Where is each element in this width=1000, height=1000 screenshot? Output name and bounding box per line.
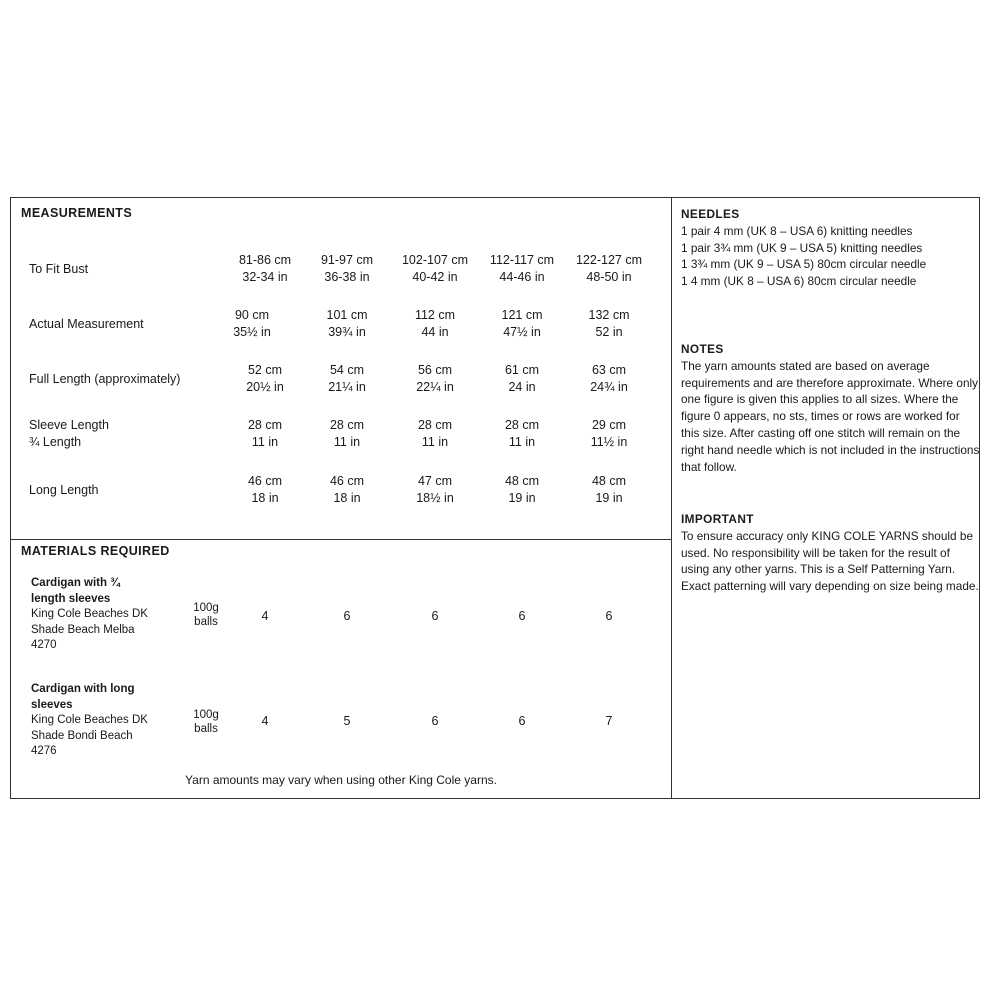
- ball-count: 6: [431, 714, 439, 728]
- materials-heading: MATERIALS REQUIRED: [21, 544, 170, 558]
- ball-count: 6: [518, 714, 526, 728]
- section-divider: [11, 539, 671, 540]
- size-value: 132 cm 52 in: [588, 308, 630, 339]
- unit-label: 100g balls: [193, 709, 219, 735]
- needle-item: 1 pair 3¾ mm (UK 9 – USA 5) knitting needles: [681, 240, 923, 255]
- ball-count: 4: [261, 714, 269, 728]
- column-divider: [671, 198, 672, 798]
- ball-count: 4: [261, 609, 269, 623]
- size-value: 81-86 cm 32-34 in: [238, 253, 292, 284]
- important-section: [681, 511, 981, 595]
- needle-item: 1 3¾ mm (UK 9 – USA 5) 80cm circular needle: [681, 257, 927, 272]
- needle-item: 1 pair 4 mm (UK 8 – USA 6) knitting needles: [681, 223, 913, 238]
- size-value: 61 cm 24 in: [504, 363, 540, 394]
- size-value: 102-107 cm 40-42 in: [401, 253, 468, 284]
- size-value: 101 cm 39¾ in: [326, 308, 368, 339]
- notes-text: The yarn amounts stated are based on average requirements and are therefore approximate. Where only one figure is given this applies to all sizes. Where the figure 0 appears, no sts, times or rows are worked for this size. After casting off one stitch will remain on the right hand needle which is not included in the instructions that follow.: [681, 358, 980, 474]
- size-value: 46 cm 18 in: [247, 474, 283, 505]
- size-value: 112 cm 44 in: [414, 308, 456, 339]
- size-value: 29 cm 11½ in: [590, 418, 628, 449]
- row-label: Sleeve Length ¾ Length: [29, 418, 109, 449]
- unit-label: 100g balls: [193, 602, 219, 628]
- size-value: 28 cm 11 in: [329, 418, 365, 449]
- measurements-heading: MEASUREMENTS: [21, 206, 133, 220]
- size-value: 47 cm 18½ in: [416, 474, 454, 505]
- material-label: Cardigan with ¾ length sleeves King Cole Beaches DK Shade Beach Melba 4270: [31, 577, 148, 651]
- needle-item: 1 4 mm (UK 8 – USA 6) 80cm circular needle: [681, 274, 917, 289]
- size-value: 121 cm 47½ in: [501, 308, 543, 339]
- row-label: Long Length: [29, 483, 99, 497]
- row-label: Actual Measurement: [29, 317, 144, 331]
- size-value: 48 cm 19 in: [591, 474, 627, 505]
- size-value: 28 cm 11 in: [504, 418, 540, 449]
- ball-count: 5: [343, 714, 351, 728]
- notes-section: [681, 341, 981, 475]
- size-value: 56 cm 22¼ in: [416, 363, 454, 394]
- size-value: 28 cm 11 in: [247, 418, 283, 449]
- size-value: 46 cm 18 in: [329, 474, 365, 505]
- needles-section: [681, 206, 981, 290]
- important-heading: IMPORTANT: [681, 512, 754, 526]
- size-value: 90 cm 35½ in: [233, 308, 271, 339]
- size-value: 91-97 cm 36-38 in: [320, 253, 374, 284]
- size-value: 112-117 cm 44-46 in: [489, 253, 555, 284]
- ball-count: 6: [605, 609, 613, 623]
- material-label: Cardigan with long sleeves King Cole Beaches DK Shade Bondi Beach 4276: [31, 683, 148, 757]
- row-label: To Fit Bust: [29, 262, 89, 276]
- size-value: 63 cm 24¾ in: [590, 363, 628, 394]
- ball-count: 7: [605, 714, 613, 728]
- notes-heading: NOTES: [681, 342, 724, 356]
- size-value: 52 cm 20½ in: [246, 363, 284, 394]
- ball-count: 6: [518, 609, 526, 623]
- size-value: 122-127 cm 48-50 in: [575, 253, 642, 284]
- yarn-note: Yarn amounts may vary when using other King Cole yarns.: [185, 773, 497, 787]
- size-value: 48 cm 19 in: [504, 474, 540, 505]
- size-value: 54 cm 21¼ in: [328, 363, 366, 394]
- ball-count: 6: [431, 609, 439, 623]
- ball-count: 6: [343, 609, 351, 623]
- row-label: Full Length (approximately): [29, 372, 181, 386]
- size-value: 28 cm 11 in: [417, 418, 453, 449]
- needles-heading: NEEDLES: [681, 207, 740, 221]
- important-text: To ensure accuracy only KING COLE YARNS should be used. No responsibility will be taken for the result of using any other yarns. This is a Self Patterning Yarn. Exact patterning will vary depending on size being made.: [681, 528, 979, 594]
- pattern-info-table: [10, 197, 980, 799]
